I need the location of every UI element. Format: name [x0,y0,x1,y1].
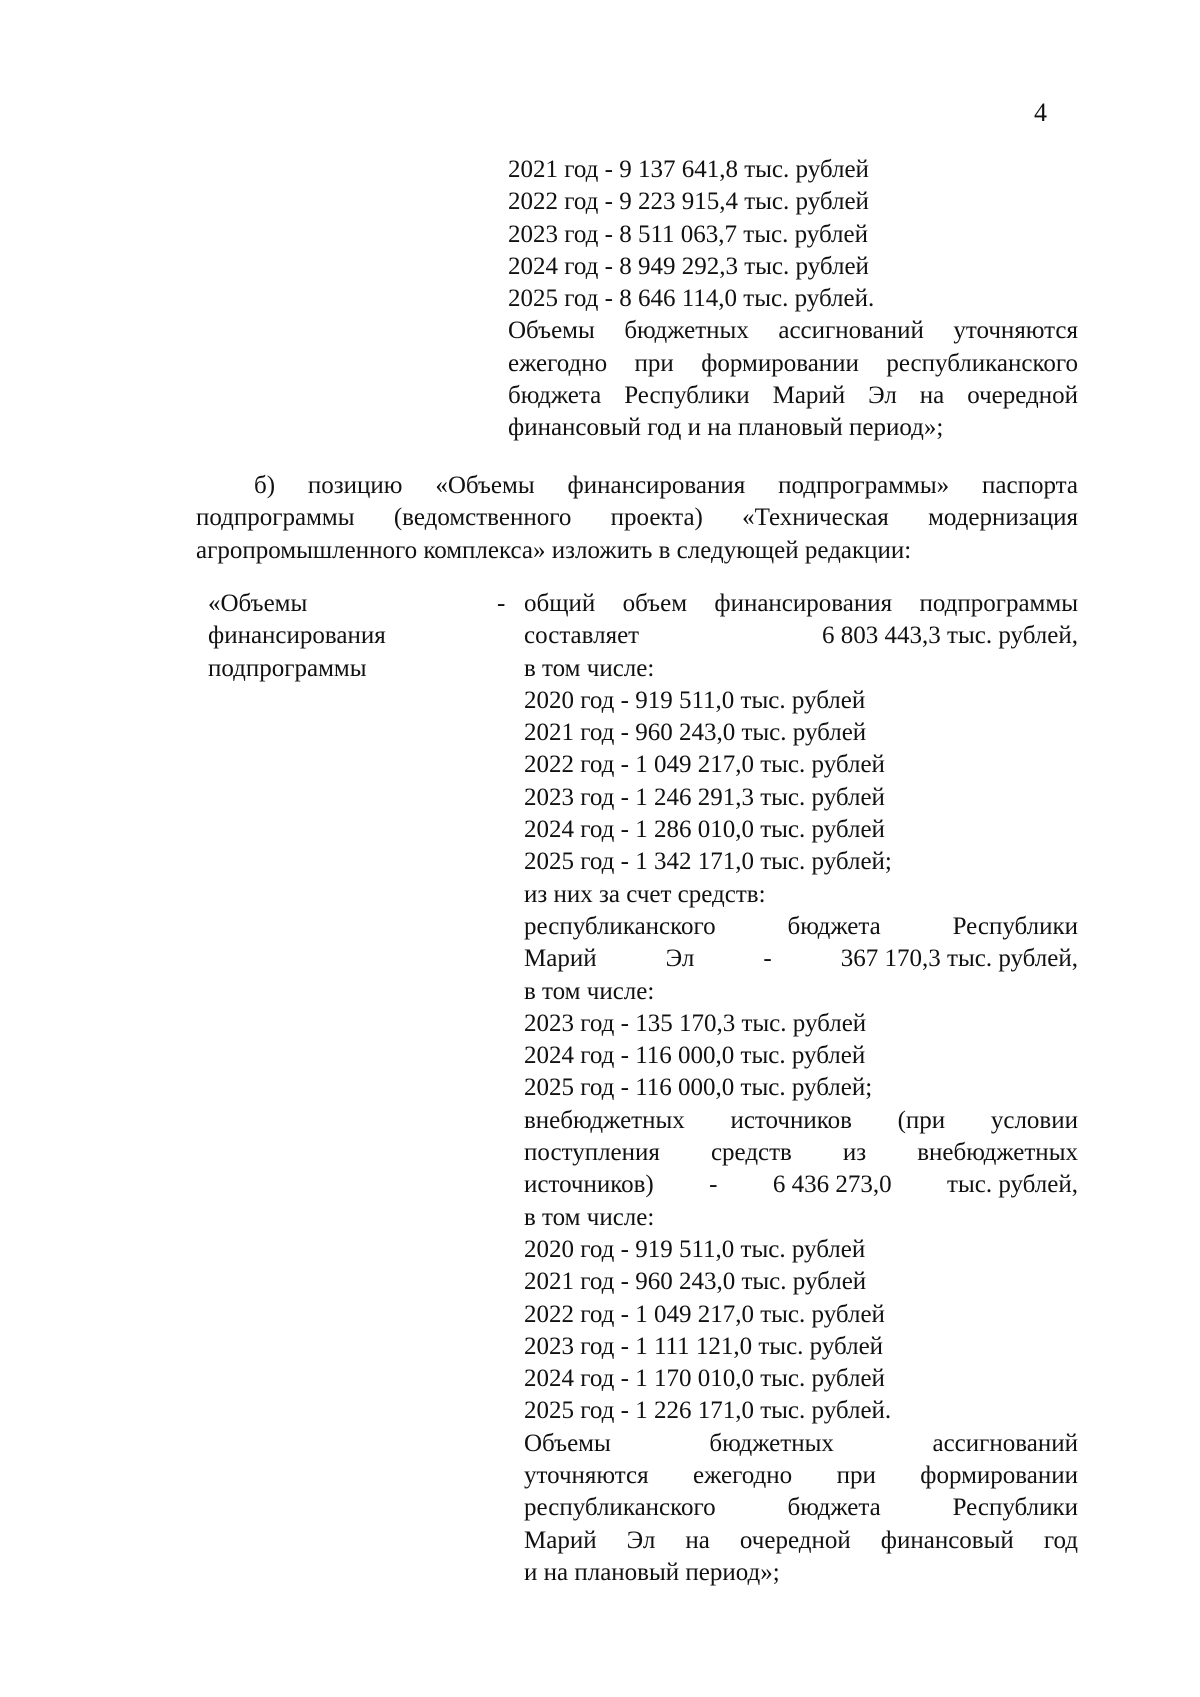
note-line: бюджета Республики Марий Эл на очередной [508,382,1078,410]
note-line: Объемы бюджетных ассигнований [524,1429,1078,1457]
word: Марий [524,945,597,973]
extra-budget-line: поступления средств из внебюджетных [524,1139,1078,1167]
year-line: 2021 год - 960 243,0 тыс. рублей [524,1268,867,1296]
extra-amount-line [524,1169,1078,1201]
year-line: 2024 год - 1 286 010,0 тыс. рублей [524,816,885,844]
word: тыс. рублей, [947,1171,1078,1199]
extra-budget-line: внебюджетных источников (при условии [524,1106,1078,1134]
note-line: Марий Эл на очередной финансовый год [524,1526,1078,1554]
year-line: 2023 год - 8 511 063,7 тыс. рублей [508,220,868,248]
total-amount-line [524,620,1078,652]
note-line: уточняются ежегодно при формировании [524,1462,1078,1490]
year-line: 2024 год - 1 170 010,0 тыс. рублей [524,1365,885,1393]
note-line: финансовый год и на плановый период»; [508,414,944,442]
year-line: 2025 год - 1 342 171,0 тыс. рублей; [524,848,892,876]
amount-label: составляет [524,622,640,650]
paragraph-line: агропромышленного комплекса» изложить в следующей редакции: [196,536,912,564]
year-line: 2020 год - 919 511,0 тыс. рублей [524,1235,866,1263]
page-number: 4 [1034,98,1047,127]
paragraph-line: б) позицию «Объемы финансирования подпрограммы» паспорта [254,472,1078,499]
label-line: финансирования [208,622,386,650]
year-line: 2024 год - 116 000,0 тыс. рублей [524,1042,866,1070]
position-label [208,588,448,685]
separator-dash: - [497,590,506,617]
year-line: 2022 год - 1 049 217,0 тыс. рублей [524,751,885,779]
year-line: 2021 год - 9 137 641,8 тыс. рублей [508,156,869,183]
year-line: 2021 год - 960 243,0 тыс. рублей [524,719,867,747]
note-line: и на плановый период»; [524,1558,780,1586]
extra-amount: 6 436 273,0 [772,1171,892,1199]
extra-line: в том числе: [524,1203,655,1231]
word: источников) [524,1171,654,1199]
amendment-paragraph [196,470,1078,567]
label-line: подпрограммы [208,654,367,682]
total-line: в том числе: [524,654,655,682]
year-line: 2025 год - 116 000,0 тыс. рублей; [524,1074,873,1102]
year-line: 2023 год - 1 111 121,0 тыс. рублей [524,1332,884,1360]
year-line: 2025 год - 1 226 171,0 тыс. рублей. [524,1397,892,1425]
republic-amount-line [524,943,1078,975]
republic-line: в том числе: [524,977,655,1005]
year-line: 2024 год - 8 949 292,3 тыс. рублей [508,252,869,280]
of-which-line: из них за счет средств: [524,880,766,908]
year-line: 2023 год - 135 170,3 тыс. рублей [524,1009,867,1037]
word: - [763,945,772,973]
year-line: 2025 год - 8 646 114,0 тыс. рублей. [508,285,875,313]
total-line: общий объем финансирования подпрограммы [524,590,1078,617]
note-line: Объемы бюджетных ассигнований уточняются [508,317,1078,345]
year-line: 2022 год - 1 049 217,0 тыс. рублей [524,1300,885,1328]
paragraph-line: подпрограммы (ведомственного проекта) «Техническая модернизация [196,504,1078,532]
republic-amount: 367 170,3 тыс. рублей, [840,945,1078,973]
year-line: 2022 год - 9 223 915,4 тыс. рублей [508,188,869,216]
word: - [709,1171,718,1199]
year-line: 2023 год - 1 246 291,3 тыс. рублей [524,783,885,811]
word: Эл [665,945,695,973]
total-amount: 6 803 443,3 тыс. рублей, [822,622,1078,650]
position-value [524,588,1078,1589]
label-line: «Объемы [208,590,308,617]
republic-budget-line: республиканского бюджета Республики [524,912,1078,940]
year-line: 2020 год - 919 511,0 тыс. рублей [524,686,866,714]
note-line: республиканского бюджета Республики [524,1494,1078,1522]
budget-years-block [508,154,1078,445]
note-line: ежегодно при формировании республиканского [508,349,1078,377]
